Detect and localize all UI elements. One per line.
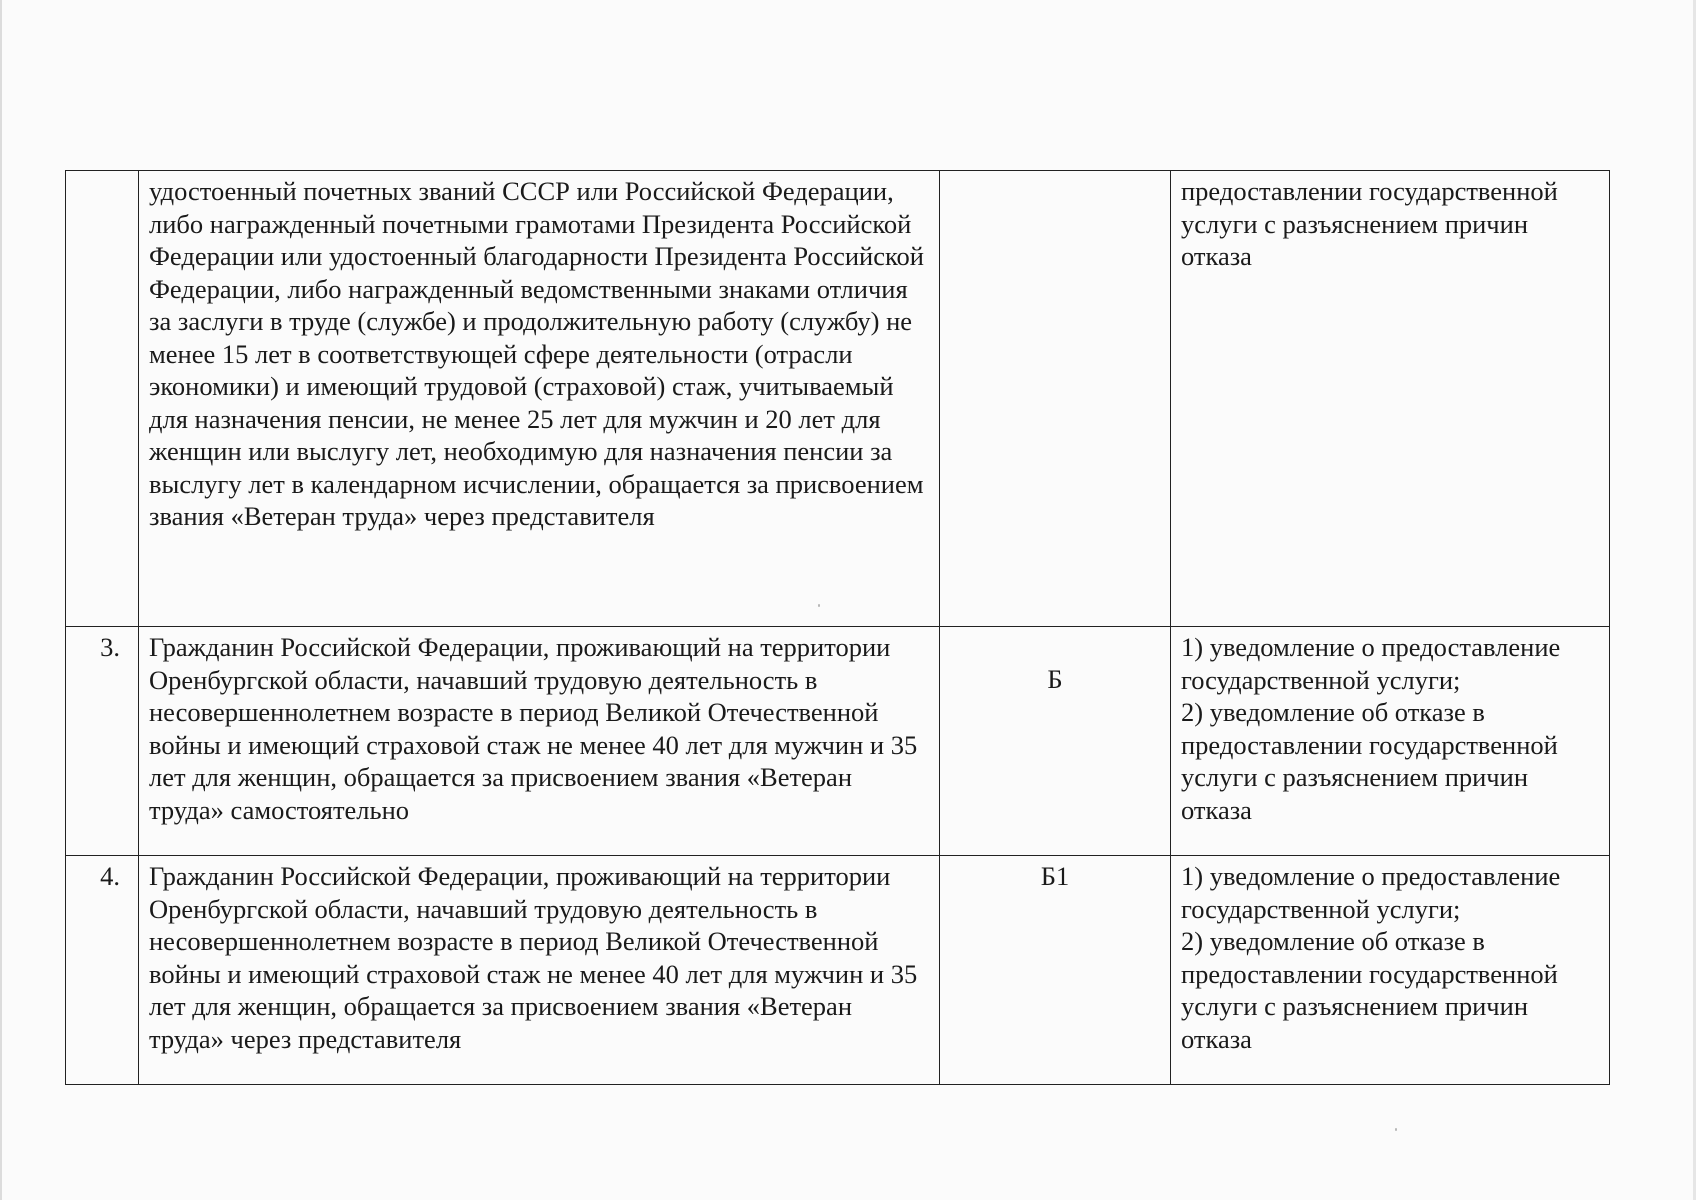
description-cell: [139, 171, 940, 627]
result-text: 1) уведомление о предоставление государственной услуги; 2) уведомление об отказе в предоставлении государственной услуги с разъяснением причин отказа: [1181, 632, 1561, 825]
result-cell: [1171, 627, 1610, 856]
scan-left-edge: [0, 0, 2, 1200]
table-row: [66, 171, 1610, 627]
conditions-table: [65, 170, 1610, 1085]
description-cell: [139, 627, 940, 856]
row-number-cell: 4.: [66, 856, 139, 1085]
row-number-cell: [66, 171, 139, 627]
table-row: [66, 627, 1610, 856]
description-text: Гражданин Российской Федерации, проживающий на территории Оренбургской области, начавший трудовую деятельность в несовершеннолетнем возрасте в период Великой Отечественной войны и имеющий страховой стаж не менее 40 лет для мужчин и 35 лет для женщин, обращается за присвоением звания «Ветеран труда» через представителя: [149, 861, 918, 1054]
code-cell: [940, 171, 1171, 627]
result-cell: [1171, 856, 1610, 1085]
description-cell: [139, 856, 940, 1085]
description-text: Гражданин Российской Федерации, проживающий на территории Оренбургской области, начавший трудовую деятельность в несовершеннолетнем возрасте в период Великой Отечественной войны и имеющий страховой стаж не менее 40 лет для мужчин и 35 лет для женщин, обращается за присвоением звания «Ветеран труда» самостоятельно: [149, 632, 918, 825]
description-text: удостоенный почетных званий СССР или Российской Федерации, либо награжденный почетными грамотами Президента Российской Федерации или удостоенный благодарности Президента Российской Федерации, либо награжденный ведомственными знаками отличия за заслуги в труде (службе) и продолжительную работу (службу) не менее 15 лет в соответствующей сфере деятельности (отрасли экономики) и имеющий трудовой (страховой) стаж, учитываемый для назначения пенсии, не менее 25 лет для мужчин и 20 лет для женщин или выслугу лет, необходимую для назначения пенсии за выслугу лет в календарном исчислении, обращается за присвоением звания «Ветеран труда» через представителя: [149, 176, 924, 531]
result-text: предоставлении государственной услуги с разъяснением причин отказа: [1181, 176, 1558, 271]
code-text: Б: [1047, 664, 1063, 694]
scan-speck: [818, 604, 820, 607]
code-cell: [940, 627, 1171, 856]
row-number-cell: 3.: [66, 627, 139, 856]
table-row: [66, 856, 1610, 1085]
scan-speck: [1395, 1128, 1397, 1131]
result-text: 1) уведомление о предоставление государственной услуги; 2) уведомление об отказе в предоставлении государственной услуги с разъяснением причин отказа: [1181, 861, 1561, 1054]
result-cell: [1171, 171, 1610, 627]
code-cell: Б1: [940, 856, 1171, 1085]
